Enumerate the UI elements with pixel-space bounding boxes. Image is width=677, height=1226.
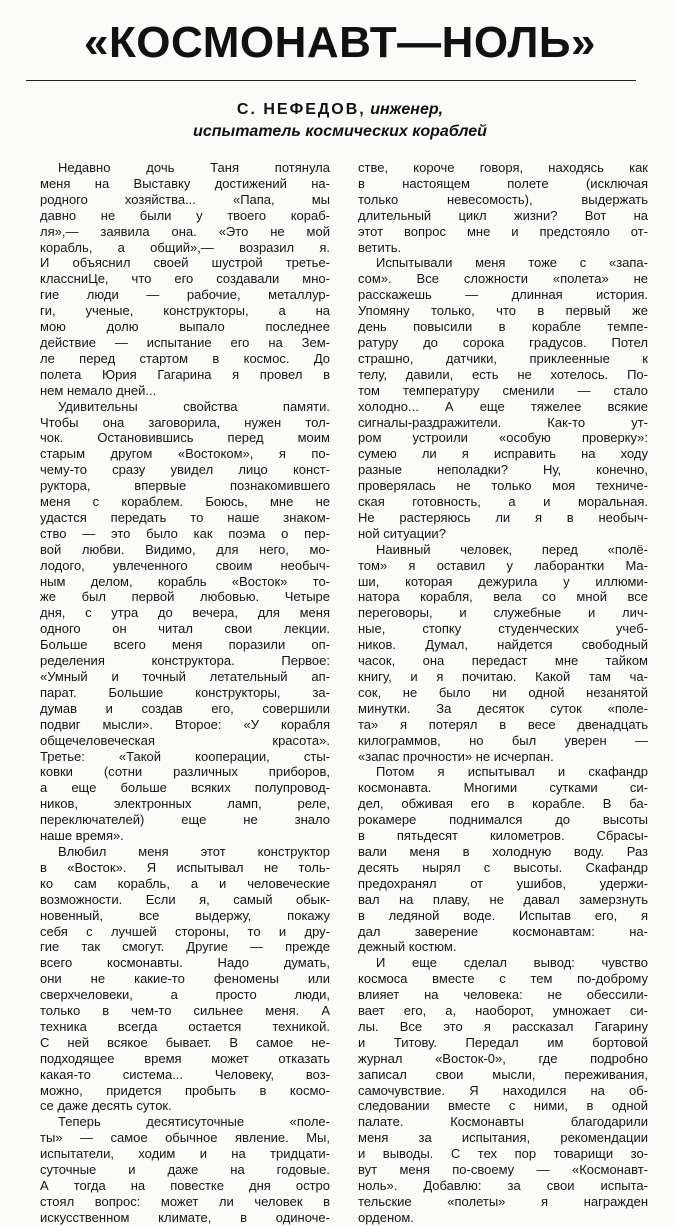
article-line: страшно, датчики, приклеенные к (358, 350, 648, 366)
article-line: ратуру до сорока градусов. Потел (358, 334, 648, 350)
article-line: в «Восток». Я испытывал не толь- (40, 859, 330, 875)
article-line: Влюбил меня этот конструктор (58, 843, 330, 859)
article-line: самочувствие. Я находился на об- (358, 1082, 648, 1098)
article-line: мою долю выпало последнее (40, 319, 330, 335)
article-line: орденом. (358, 1209, 414, 1225)
article-line: думав и создав его, совершили (40, 700, 330, 716)
article-line: ская готовность, а и моральная. (358, 494, 648, 510)
article-line: ле перед стартом в космос. До (40, 350, 330, 366)
article-line: минутки. За десяток суток «поле- (358, 700, 648, 716)
article-line: меня с кораблем. Боюсь, мне не (40, 494, 330, 510)
article-line: переключателей) еще не знало (40, 812, 330, 828)
article-line: день повысили в корабле темпе- (358, 319, 648, 335)
article-line: Наивный человек, перед «полё- (376, 541, 648, 557)
article-line: сок, не было ни одной незанятой (358, 684, 648, 700)
article-line: Удивительны свойства памяти. (58, 398, 330, 414)
article-line: подходящее время может отказать (40, 1050, 330, 1066)
article-line: ноль». Добавлю: за свои испыта- (358, 1178, 648, 1193)
article-line: полета Юрия Гагарина я провел в (40, 366, 330, 382)
article-line: дня, с утра до вечера, для меня (40, 605, 330, 621)
article-line: Не растеряюсь ли я в необыч- (358, 509, 648, 525)
title-divider (26, 80, 636, 81)
article-line: Испытывали меня тоже с «запа- (376, 255, 648, 271)
article-line: ветить. (358, 239, 402, 255)
article-line: классниЦе, что его создавали мно- (40, 271, 330, 287)
article-line: нем немало дней... (40, 382, 157, 398)
article-line: И объяснил своей шустрой третье- (40, 255, 330, 271)
article-line: себя с лучшей стороны, то и дру- (40, 923, 330, 939)
article-line: суточные и даже на годовые. (40, 1162, 330, 1178)
article-line: записал свои мысли, переживания, (358, 1066, 648, 1082)
article-line: меня за испытания, рекомендации (358, 1130, 648, 1146)
article-line: предохранял от ушибов, удержи- (358, 875, 648, 891)
article-line: часок, она передаст мне тайком (358, 653, 648, 669)
article-line: Больше всего меня поразили оп- (40, 637, 330, 653)
article-line: действие — испытание его на Зем- (40, 334, 330, 350)
article-line: И еще сделал вывод: чувство (376, 955, 648, 971)
article-line: дежный костюм. (358, 939, 457, 955)
article-line: и Титову. Передал им бортовой (358, 1034, 648, 1050)
article-line: вут меня по-своему — «Космонавт- (358, 1162, 648, 1178)
article-title: «КОСМОНАВТ—НОЛЬ» (83, 18, 597, 67)
author-role-1: инженер, (370, 101, 444, 118)
article-line: наше время». (40, 828, 124, 844)
article-line: а еще больше всяких полупровод- (40, 780, 330, 796)
article-line: ром устроили «особую проверку»: (358, 430, 648, 446)
article-line: Третье: «Такой кооперации, сты- (40, 748, 330, 764)
article-line: чему-то сразу увидел лицо конст- (40, 462, 330, 478)
article-line: парат. Большие конструкторы, за- (40, 684, 330, 700)
article-line: расскажешь — длинная история. (358, 287, 648, 303)
article-line: Чтобы она заговорила, нужен тол- (40, 414, 330, 430)
article-line: гие так смогут. Другие — прежде (40, 939, 330, 955)
article-line: стве, короче говоря, находясь как (358, 160, 648, 175)
article-line: и выводы. С тех пор товарищи зо- (358, 1146, 648, 1162)
article-line: же был первой любовью. Четыре (40, 589, 330, 605)
author-role-2: испытатель космических кораблей (193, 123, 487, 140)
article-line: космонавта. Многими сутками си- (358, 780, 648, 796)
article-line: десять нырял с высоты. Скафандр (358, 859, 648, 875)
article-line: удастся передать то наше знаком- (40, 509, 330, 525)
article-line: в настоящем полете (исключая (358, 175, 648, 191)
article-line: родного хозяйства... «Папа, мы (40, 191, 330, 207)
article-line: старым другом «Востоком», я по- (40, 446, 330, 462)
article-line: ты» — самое обычное явление. Мы, (40, 1130, 330, 1146)
article-line: сумею ли я исправить на ходу (358, 446, 648, 462)
article-line: чок. Остановившись перед моим (40, 430, 330, 446)
article-line: «запас прочности» не исчерпан. (358, 748, 554, 764)
article-line: холодно... А еще тяжелее всякие (358, 398, 648, 414)
article-line: ство — это было как поэма о пер- (40, 525, 330, 541)
article-line: ников. Думал, найдется свободный (358, 637, 648, 653)
article-line: вали меня в холодную воду. Раз (358, 843, 648, 859)
article-line: килограммов, но был уверен — (358, 732, 648, 748)
article-line: лодого, увлеченного своим необыч- (40, 557, 330, 573)
article-line: проверялась не только моя техниче- (358, 478, 648, 494)
article-line: А тогда на повестке дня остро (40, 1178, 330, 1193)
article-line: ко сам корабль, а и человеческие (40, 875, 330, 891)
article-line: се даже десять суток. (40, 1098, 172, 1114)
article-line: космоса вместе с тем по-доброму (358, 971, 648, 987)
article-line: том» я оставил у лаборантки Ма- (358, 557, 648, 573)
article-line: новенный, все выдержу, покажу (40, 907, 330, 923)
article-line: ные, стопку студенческих учеб- (358, 621, 648, 637)
article-line: ковки (сотни различных приборов, (40, 764, 330, 780)
article-line: только в чем-то сильнее меня. А (40, 1003, 330, 1019)
article-line: рокамере поднимался до высоты (358, 812, 648, 828)
article-line: возможности. Если я, самый обык- (40, 891, 330, 907)
article-line: в ледяной воде. Испытав его, я (358, 907, 648, 923)
article-line: гие люди — рабочие, металлур- (40, 287, 330, 303)
article-line: давно не были у твоего кораб- (40, 207, 330, 223)
article-line: ги, ученые, конструкторы, а на (40, 303, 330, 319)
article-line: вал на плаву, не давал замерзнуть (358, 891, 648, 907)
article-line: телу, давили, есть не хотелось. По- (358, 366, 648, 382)
article-line: какая-то система... Человеку, воз- (40, 1066, 330, 1082)
byline (120, 99, 560, 143)
article-line: ной ситуации? (358, 525, 446, 541)
article-line: лы. Все это я рассказал Гагарину (358, 1018, 648, 1034)
article-line: переговоры, и служебные и лич- (358, 605, 648, 621)
author-name: С. НЕФЕДОВ, (236, 101, 366, 118)
article-line: разные неполадки? Ну, конечно, (358, 462, 648, 478)
article-line: корабль, а общий»,— возразил я. (40, 239, 330, 255)
article-line: Упомяну только, что в первый же (358, 303, 648, 319)
article-line: можно, придется пробыть в космо- (40, 1082, 330, 1098)
article-line: влияет на человека: не обессили- (358, 987, 648, 1003)
article-line: ля»,— заявила она. «Это не мой (40, 223, 330, 239)
article-line: том температуру сменили — стало (358, 382, 648, 398)
article-line: натора корабля, вела со мной все (358, 589, 648, 605)
article-line: ников, электронных ламп, реле, (40, 796, 330, 812)
article-line: меня на Выставку достижений на- (40, 175, 330, 191)
article-line: Потом я испытывал и скафандр (376, 764, 648, 780)
article-column-right (358, 160, 648, 1226)
article-line: «Умный и точный летательный ап- (40, 669, 330, 684)
article-line: тельские «полеты» я награжден (358, 1193, 648, 1209)
article-line: Теперь десятисуточные «поле- (58, 1114, 330, 1130)
article-line: палате. Космонавты благодарили (358, 1114, 648, 1130)
article-line: та» я потерял в весе двенадцать (358, 716, 648, 732)
article-line: стоял вопрос: может ли человек в (40, 1193, 330, 1209)
article-line: книгу, и я почитаю. Какой там ча- (358, 669, 648, 684)
article-line: журнал «Восток-0», где подробно (358, 1050, 648, 1066)
article-line: сигналы-раздражители. Как-то ут- (358, 414, 648, 430)
article-line: в пятьдесят километров. Сбрасы- (358, 828, 648, 844)
article-line: одного он читал свои лекции. (40, 621, 330, 637)
article-line: этот вопрос мне и предстояло от- (358, 223, 648, 239)
article-line: ши, которая дежурила у иллюми- (358, 573, 648, 589)
article-line: искусственном климате, в одиноче- (40, 1209, 330, 1225)
article-line: общечеловеческая красота». (40, 732, 330, 748)
article-line: С ней всякое бывает. В самое не- (40, 1034, 330, 1050)
article-line: испытатели, ходим и на тридцати- (40, 1146, 330, 1162)
article-line: следовании вместе с ними, в одной (358, 1098, 648, 1114)
article-line: вает его, а, наоборот, умножает си- (358, 1003, 648, 1019)
article-line: только невесомость), выдержать (358, 191, 648, 207)
article-line: они не какие-то феномены или (40, 971, 330, 987)
article-line: сверхчеловеки, а просто люди, (40, 987, 330, 1003)
article-line: ределения конструктора. Первое: (40, 653, 330, 669)
article-line: длительный цикл жизни? Вот на (358, 207, 648, 223)
article-column-left (40, 160, 330, 1226)
article-line: Недавно дочь Таня потянула (58, 160, 330, 175)
article-line: дал заверение космонавтам: на- (358, 923, 648, 939)
article-line: подвиг мысли». Второе: «У корабля (40, 716, 330, 732)
article-line: вой любви. Видимо, для него, мо- (40, 541, 330, 557)
article-line: дел, обживая его в корабле. В ба- (358, 796, 648, 812)
article-line: сом». Все сложности «полета» не (358, 271, 648, 287)
article-line: всего космонавты. Надо думать, (40, 955, 330, 971)
article-line: руктора, впервые познакомившего (40, 478, 330, 494)
article-line: ным делом, корабль «Восток» то- (40, 573, 330, 589)
article-line: техника всегда остается техникой. (40, 1018, 330, 1034)
